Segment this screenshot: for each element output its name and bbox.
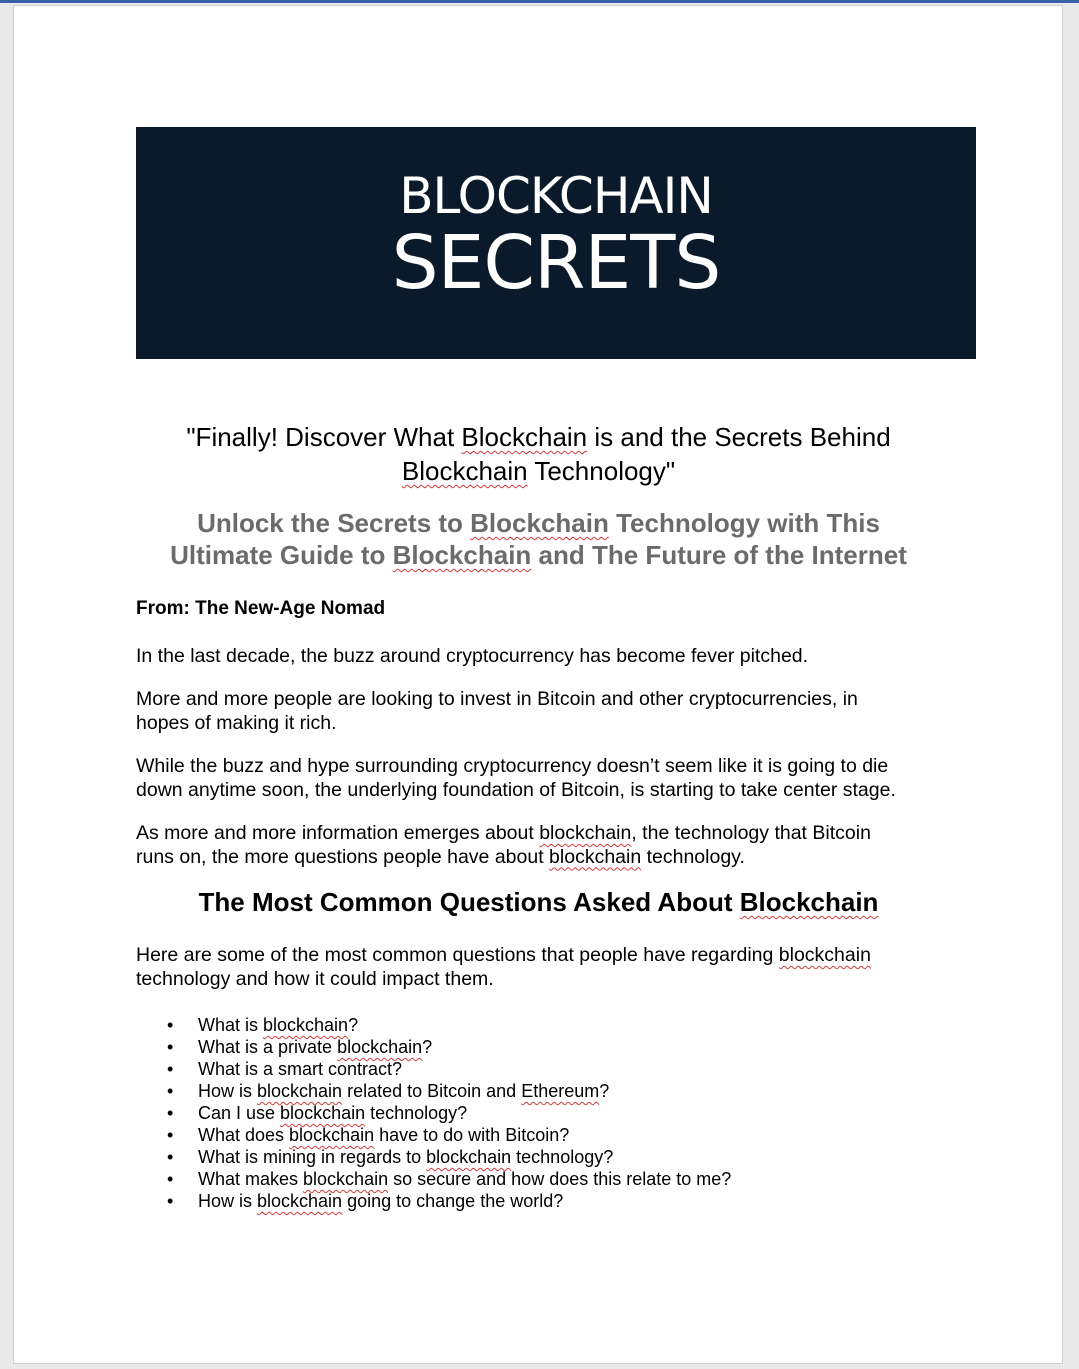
banner-line-2: SECRETS — [391, 220, 721, 306]
list-item — [136, 1146, 731, 1168]
bullet-icon: • — [167, 1191, 174, 1211]
misspelled-word[interactable]: Blockchain — [401, 456, 528, 486]
misspelled-word[interactable]: Blockchain — [739, 887, 879, 917]
misspelled-word[interactable]: blockchain — [549, 845, 642, 868]
bullet-icon: • — [167, 1169, 174, 1189]
questions-list — [136, 1014, 731, 1212]
list-item — [136, 1102, 731, 1124]
list-item-text: technology? — [365, 1103, 468, 1123]
list-item-text: How is — [198, 1081, 258, 1101]
bullet-icon: • — [167, 1037, 174, 1057]
misspelled-word[interactable]: Blockchain — [392, 540, 532, 570]
list-item — [136, 1036, 731, 1058]
banner-line-1: BLOCKCHAIN — [399, 167, 713, 225]
misspelled-word[interactable]: Blockchain — [461, 422, 588, 452]
misspelled-word[interactable]: Blockchain — [470, 508, 609, 538]
list-item-text: ? — [348, 1015, 359, 1035]
list-item-text: What is a smart contract? — [198, 1059, 403, 1079]
list-item — [136, 1168, 731, 1190]
paragraph: While the buzz and hype surrounding cryptocurrency doesn’t seem like it is going to die down anytime soon, the underlying foundation of Bitcoin, is starting to take center stage. — [136, 755, 896, 801]
list-item — [136, 1124, 731, 1146]
misspelled-word[interactable]: blockchain — [280, 1103, 366, 1123]
list-item-text: have to do with Bitcoin? — [374, 1125, 570, 1145]
list-item-text: What is — [198, 1015, 264, 1035]
list-item-text: What is mining in regards to — [198, 1147, 427, 1167]
author-line: From: The New-Age Nomad — [136, 598, 386, 619]
list-item-text: technology? — [511, 1147, 614, 1167]
misspelled-word[interactable]: blockchain — [303, 1169, 389, 1189]
list-item-text: so secure and how does this relate to me? — [388, 1169, 732, 1189]
bullet-icon: • — [167, 1125, 174, 1145]
list-item-text: ? — [599, 1081, 610, 1101]
bullet-icon: • — [167, 1059, 174, 1079]
subheadline: Unlock the Secrets to Blockchain Technology with This Ultimate Guide to Blockchain and The Future of the Internet — [170, 508, 907, 570]
list-item — [136, 1080, 731, 1102]
bullet-icon: • — [167, 1081, 174, 1101]
list-item-text: going to change the world? — [342, 1191, 564, 1211]
list-item — [136, 1014, 731, 1036]
list-item — [136, 1058, 731, 1080]
list-item-text: Can I use — [198, 1103, 281, 1123]
misspelled-word[interactable]: Ethereum — [521, 1081, 600, 1101]
bullet-icon: • — [167, 1015, 174, 1035]
list-item-text: What does — [198, 1125, 290, 1145]
window-top-bar — [0, 0, 1079, 3]
paragraph: As more and more information emerges about blockchain, the technology that Bitcoin runs on, the more questions people have about blockchain technology. — [136, 822, 871, 868]
misspelled-word[interactable]: blockchain — [337, 1037, 423, 1057]
misspelled-word[interactable]: blockchain — [263, 1015, 349, 1035]
document-page — [13, 5, 1063, 1364]
paragraph: Here are some of the most common questions that people have regarding blockchain technology and how it could impact them. — [136, 944, 871, 990]
list-item-text: related to Bitcoin and — [342, 1081, 522, 1101]
list-item-text: ? — [422, 1037, 433, 1057]
title-banner — [136, 127, 976, 359]
misspelled-word[interactable]: blockchain — [778, 944, 871, 966]
section-heading: The Most Common Questions Asked About Blockchain — [198, 887, 879, 917]
bullet-icon: • — [167, 1103, 174, 1123]
list-item-text: What makes — [198, 1169, 304, 1189]
misspelled-word[interactable]: blockchain — [257, 1081, 343, 1101]
bullet-icon: • — [167, 1147, 174, 1167]
misspelled-word[interactable]: blockchain — [426, 1147, 512, 1167]
misspelled-word[interactable]: blockchain — [257, 1191, 343, 1211]
misspelled-word[interactable]: blockchain — [289, 1125, 375, 1145]
misspelled-word[interactable]: blockchain — [539, 822, 632, 844]
list-item-text: What is a private — [198, 1037, 338, 1057]
paragraph: More and more people are looking to invest in Bitcoin and other cryptocurrencies, in hopes of making it rich. — [136, 688, 858, 734]
list-item — [136, 1190, 731, 1212]
headline: "Finally! Discover What Blockchain is and the Secrets Behind Blockchain Technology" — [186, 422, 891, 486]
paragraph: In the last decade, the buzz around cryptocurrency has become fever pitched. — [136, 645, 809, 667]
list-item-text: How is — [198, 1191, 258, 1211]
